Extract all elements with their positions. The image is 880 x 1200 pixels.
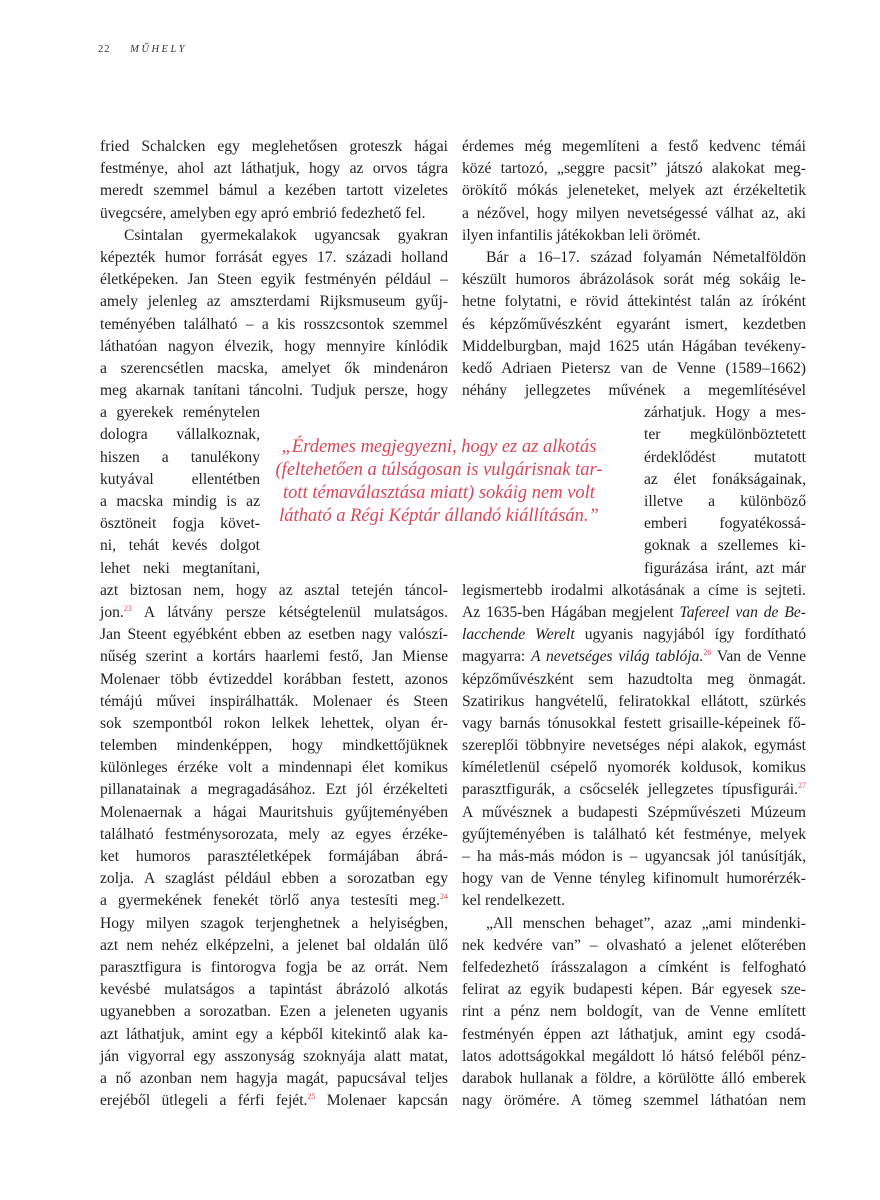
text-line: Bár a 16–17. század folyamán Németalföldön: [486, 248, 806, 266]
text-line: legismertebb irodalmi alkotásának a címe is sejteti.: [462, 581, 806, 599]
text-fragment: Molenaer kapcsán: [326, 1092, 448, 1110]
text-line: képzőművészként sem hazudtolta meg önmagát.: [462, 670, 806, 688]
text-line: kel rendelkezett.: [462, 892, 566, 910]
text-line: nűség szerint a kortárs haarlemi festő, Jan Miense: [100, 648, 448, 666]
text-line: [462, 646, 806, 668]
pull-quote-line: (feltehetően a túlságosan is vulgárisnak tar-: [275, 460, 603, 480]
text-line: Hogy milyen szagok terjenghetnek a helyiségben,: [100, 914, 448, 932]
footnote-ref-23[interactable]: 23: [123, 603, 132, 613]
text-line: kedő Adriaen Pietersz van de Venne (1589–1662): [462, 359, 806, 377]
pull-quote-line: „Érdemes megjegyezni, hogy ez az alkotás: [281, 437, 597, 457]
text-line: [100, 890, 448, 912]
text-line: kevésbé mulatságos a tapintást ábrázoló alkotás: [100, 981, 448, 999]
text-line: közé tartozó, „seggre pacsit” játszó alakokat meg-: [462, 160, 806, 178]
text-line: azt láthatjuk, amint egy a képből kitekintő alak ka-: [100, 1025, 448, 1043]
text-fragment: magyarra:: [462, 648, 531, 666]
text-line: ket humoros parasztéletképek formájában ábrá-: [100, 848, 448, 865]
text-line: Molenaernak a hágai Mauritshuis gyűjteményében: [100, 803, 448, 821]
text-line: és képzőművészként egyaránt ismert, kezdetben: [462, 315, 806, 333]
wrapped-text-block: [644, 402, 806, 580]
text-line: [462, 602, 806, 624]
text-line: gyűjteményében is található két festménye, melyek: [462, 825, 806, 843]
text-fragment: parasztfigurák, a csőcselék jellegzetes típusfigurái.: [462, 781, 798, 799]
footnote-ref-24[interactable]: 24: [440, 892, 448, 902]
text-line: szereplői többnyire nevetséges népi alakok, egymást: [462, 737, 806, 755]
text-line: „All menschen behaget”, azaz „ami mindenki-: [486, 914, 806, 932]
left-column: [100, 136, 448, 1112]
text-line: zárhatjuk. Hogy a mes-: [644, 404, 806, 422]
text-fragment: a gyermekének fenekét törlő anya testesíti meg.: [100, 892, 440, 910]
text-line: a nézővel, hogy milyen nevetségessé válhat az, aki: [462, 204, 806, 222]
text-line: [462, 779, 806, 801]
text-line: parasztfigura is fintorogva fogja be az orrát. Nem: [100, 958, 448, 976]
text-line: különleges érzéke volt a mindennapi élet komikus: [100, 759, 448, 777]
page-number: 22: [98, 44, 111, 55]
text-line: nagy örömére. A tömeg szemmel láthatóan nem: [462, 1092, 806, 1110]
text-line: azt nem nehéz elképzelni, a jelenet bal oldalán ülő: [100, 936, 448, 954]
text-line: telemben mindenképpen, hogy mindkettőjüknek: [100, 737, 448, 755]
text-line: teményében található – a kis rosszcsontok szemmel: [100, 315, 448, 333]
text-line: [100, 602, 448, 624]
text-line: láthatóan nagyon élvezik, hogy mennyire kínlódik: [100, 337, 448, 355]
text-line: lehet neki megtanítani,: [100, 559, 260, 577]
section-title: MŰHELY: [130, 44, 187, 55]
text-line: témájú művei inspirálhatták. Molenaer és Steen: [100, 692, 448, 710]
text-line: néhány jellegzetes művének a megemlítésével: [462, 382, 806, 400]
text-line: A művésznek a budapesti Szépművészeti Múzeum: [462, 803, 806, 821]
text-line: Molenaer több évtizeddel korábban festett, azonos: [100, 670, 448, 688]
text-line: Middelburgban, majd 1625 után Hágában tevékeny-: [462, 337, 806, 355]
text-line: [100, 1090, 448, 1112]
text-line: az élet fonákságainak,: [644, 470, 806, 488]
text-line: felfedezhető írásszalagon a címként is felfogható: [462, 958, 806, 976]
text-line: ni, tehát kevés dolgot: [100, 537, 260, 555]
text-fragment: Az 1635-ben Hágában megjelent: [462, 603, 680, 621]
text-line: pillanatainak a megragadásához. Ezt jól érzékelteti: [100, 781, 448, 799]
text-line: dologra vállalkoznak,: [100, 426, 260, 444]
text-line: a gyerekek reménytelen: [100, 404, 260, 422]
wrapped-text-block: [100, 402, 260, 580]
text-line: Csintalan gyermekalakok ugyancsak gyakran: [124, 226, 448, 244]
footnote-ref-26[interactable]: 26: [703, 648, 712, 658]
text-line: ösztöneit fogja követ-: [100, 515, 260, 533]
text-line: ter megkülönböztetett: [644, 426, 806, 444]
text-fragment: Van de Venne: [711, 648, 806, 666]
text-line: – ha más-más módon is – ugyancsak jól tanúsítják,: [462, 848, 806, 865]
text-line: azt biztosan nem, hogy az asztal tetején táncol-: [100, 581, 448, 599]
text-line: készült humoros ábrázolások sorát még sokáig le-: [462, 271, 806, 289]
text-line: latos adottságokkal megáldott ló hátsó feléből pénz-: [462, 1047, 806, 1065]
text-line: [462, 624, 806, 646]
text-line: illetve a különböző: [644, 493, 806, 510]
footnote-ref-27[interactable]: 27: [798, 781, 806, 791]
footnote-ref-25[interactable]: 25: [307, 1091, 316, 1101]
text-line: a nő azonban nem hagyja magát, papucsával teljes: [100, 1069, 448, 1087]
text-line: kíméletlenül csépelő nyomorék koldusok, komikus: [462, 759, 806, 777]
text-line: meredt szemmel bámul a kezében tartott vizeletes: [100, 182, 448, 200]
running-header: [98, 44, 187, 55]
text-fragment: erejéből ütlegeli a férfi fejét.: [100, 1092, 308, 1110]
text-fragment: ugyanis nagyjából így fordítható: [574, 626, 806, 644]
text-line: a szerencsétlen macska, amelyet ők mindenáron: [100, 359, 448, 377]
text-line: ilyen infantilis játékokban leli örömét.: [462, 226, 701, 244]
text-line: festményén éppen azt láthatjuk, amint egy csodá-: [462, 1025, 806, 1043]
text-line: felirat az egyik budapesti képen. Bár egyesek sze-: [462, 981, 806, 999]
text-line: képezték humor forrását egyes 17. századi holland: [100, 248, 448, 266]
text-line: zolja. A szaglást például ebben a sorozatban egy: [100, 870, 448, 888]
text-line: életképeken. Jan Steen egyik festményén például –: [100, 271, 448, 289]
text-line: hiszen a tanulékony: [100, 448, 260, 466]
text-line: amely jelenleg az amszterdami Rijksmuseum gyűj-: [100, 293, 448, 311]
text-line: festménye, ahol azt láthatjuk, hogy az orvos tágra: [100, 160, 448, 178]
book-title: lacchende Werelt: [462, 626, 575, 644]
text-line: örökítő mókás jeleneteket, melyek azt érzékeltetik: [462, 182, 806, 200]
text-line: ugyanebben a sorozatban. Ezen a jeleneten ugyanis: [100, 1003, 448, 1021]
text-line: sok szempontból rokon lelkek lehettek, olyan ér-: [100, 714, 448, 732]
text-line: emberi fogyatékossá-: [644, 515, 806, 533]
text-line: hetne folytatni, e rövid áttekintést talán az íróként: [462, 293, 806, 311]
text-line: rint a pénz nem boldogít, van de Venne említett: [462, 1003, 806, 1021]
text-line: meg akarnak tanítani táncolni. Tudjuk persze, hogy: [100, 382, 448, 400]
text-line: fried Schalcken egy meglehetősen groteszk hágai: [100, 138, 448, 155]
text-line: a macska mindig is az: [100, 493, 260, 510]
text-line: üvegcsére, amelyben egy apró embrió fedezhető fel.: [100, 204, 426, 222]
text-line: Jan Steent egyébként ebben az esetben nagy valószí-: [100, 626, 448, 644]
text-line: vagy barnás tónusokkal festett grisaille-képeinek fő-: [462, 714, 806, 732]
text-line: darabok hullanak a földre, a körülötte álló emberek: [462, 1069, 806, 1087]
text-line: érdeklődést mutatott: [644, 448, 806, 466]
text-line: kutyával ellentétben: [100, 470, 260, 488]
book-title-translation: A nevetséges világ tablója.: [530, 648, 704, 666]
text-line: ján vigyorral egy asszonyság szoknyája alatt matat,: [100, 1047, 448, 1065]
text-line: goknak a szellemes ki-: [644, 537, 806, 555]
pull-quote-line: tott témaválasztása miatt) sokáig nem volt: [283, 483, 595, 503]
text-line: Szatirikus hangvételű, feliratokkal ellátott, szürkés: [462, 692, 806, 710]
text-line: hogy van de Venne tényleg kifinomult humorérzék-: [462, 870, 806, 888]
text-line: nek kedvére van” – olvasható a jelenet előterében: [462, 936, 806, 954]
text-line: érdemes még megemlíteni a festő kedvenc témái: [462, 138, 806, 155]
text-line: található festménysorozata, mely az egyes érzéke-: [100, 825, 448, 843]
text-fragment: jon.: [100, 603, 124, 621]
pull-quote-line: látható a Régi Képtár állandó kiállításán.”: [279, 506, 599, 526]
book-title: Tafereel van de Be-: [679, 603, 806, 621]
text-line: figurázása iránt, azt már: [644, 559, 806, 577]
right-column: [462, 136, 806, 1112]
text-fragment: A látvány persze kétségtelenül mulatságos.: [143, 603, 448, 621]
